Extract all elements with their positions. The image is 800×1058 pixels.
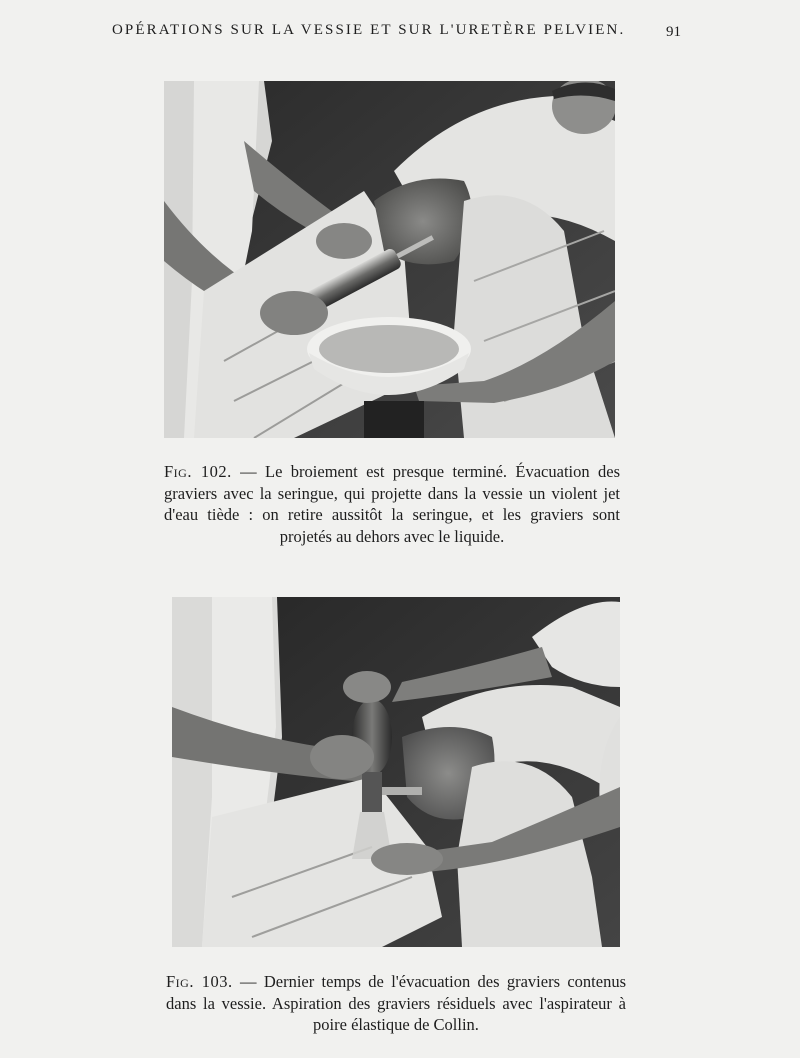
figure-102-caption-text: — Le broiement est presque terminé. Évacuation des graviers avec la seringue, qui projette dans la vessie un violent jet d'eau tiède : on retire aussitôt la seringue, et les graviers sont projetés au dehors avec le liquide. xyxy=(164,462,621,546)
figure-103-caption xyxy=(166,971,626,1036)
page-number: 91 xyxy=(666,24,681,40)
figure-103-caption-text: — Dernier temps de l'évacuation des graviers contenus dans la vessie. Aspiration des graviers résiduels avec l'aspirateur à poire élastique de Collin. xyxy=(166,972,626,1034)
figure-103-label: Fig. 103. xyxy=(166,972,233,991)
running-title: OPÉRATIONS SUR LA VESSIE ET SUR L'URETÈRE PELVIEN. xyxy=(112,22,626,38)
figure-102-caption xyxy=(164,461,620,547)
figure-103-photograph xyxy=(172,597,620,947)
figure-102-label: Fig. 102. xyxy=(164,462,232,481)
figure-102-photograph xyxy=(164,81,615,438)
